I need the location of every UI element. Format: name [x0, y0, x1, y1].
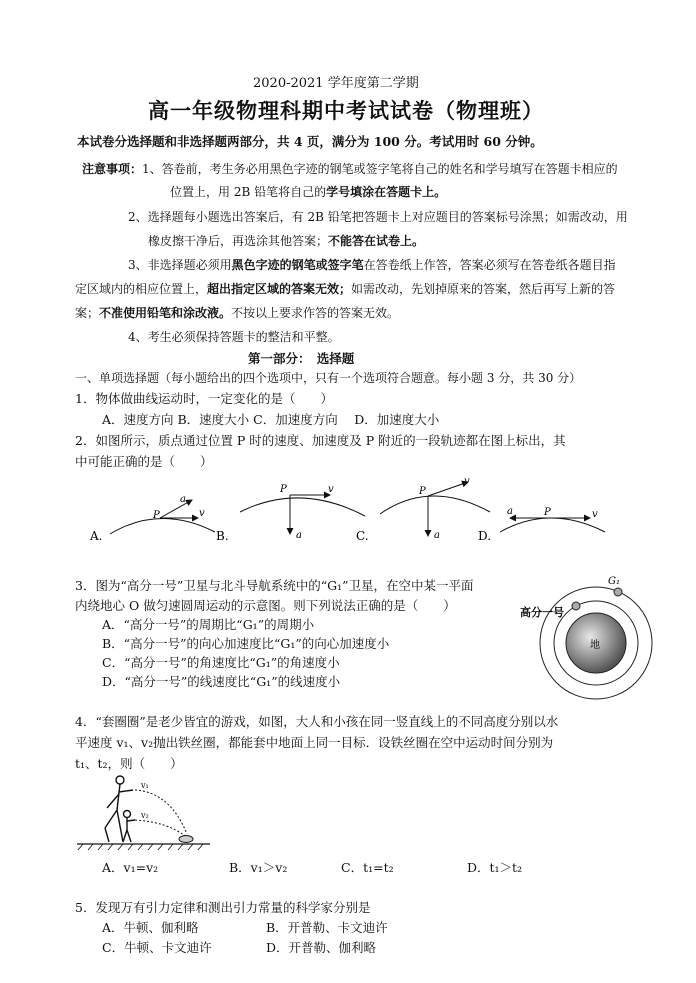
- q3-option-b: B．“高分一号”的向心加速度比“G₁”的向心加速度小: [102, 636, 390, 651]
- q3-stem-line-2: 内绕地心 O 做匀速圆周运动的示意图。则下列说法正确的是（ ）: [75, 598, 456, 613]
- q1-options: A．速度方向 B．速度大小 C．加速度方向 D．加速度大小: [102, 412, 440, 427]
- q3-option-c: C．“高分一号”的角速度比“G₁”的角速度小: [102, 655, 340, 670]
- option-label: D.: [478, 529, 492, 543]
- gaofen-satellite-icon: [572, 602, 580, 610]
- g1-satellite-icon: [614, 588, 622, 596]
- trajectory-curve: [240, 498, 365, 516]
- q4-ring-toss-figure: [75, 770, 215, 855]
- note-3-line-1: 3、非选择题必须用黑色字迹的钢笔或签字笔在答卷纸上作答，答案必须写在答卷纸各题目指: [128, 258, 616, 272]
- child-figure: [123, 811, 135, 843]
- v1-label: v₁: [141, 781, 149, 790]
- acceleration-arrow: [160, 500, 192, 518]
- note-2-line-1: 2、选择题每小题选出答案后，有 2B 铅笔把答题卡上对应题目的答案标号涂黑；如需改动，用: [128, 210, 628, 224]
- q2-stem-line-1: 2．如图所示，质点通过位置 P 时的速度、加速度及 P 附近的一段轨迹都在图上标出，其: [75, 433, 566, 448]
- notes-label: 注意事项：: [82, 162, 143, 176]
- exam-title: 高一年级物理科期中考试试卷（物理班）: [148, 98, 544, 123]
- q5-option-c: C．牛顿、卡文迪许: [102, 940, 212, 955]
- exam-info: 本试卷分选择题和非选择题两部分，共 4 页，满分为 100 分。考试用时 60 分钟。: [77, 134, 543, 149]
- acceleration-label: a: [180, 494, 186, 505]
- acceleration-label: a: [296, 530, 302, 541]
- year-line: 2020-2021 学年度第二学期: [253, 76, 419, 91]
- ground-hatching: [78, 844, 203, 850]
- q4-option-a: A．v₁=v₂: [102, 860, 159, 875]
- q4-option-d: D．t₁＞t₂: [467, 860, 523, 875]
- q3-option-d: D．“高分一号”的线速度比“G₁”的线速度小: [102, 674, 341, 689]
- g1-label: G₁: [608, 576, 620, 587]
- velocity-label: v: [464, 476, 470, 487]
- velocity-arrow: [428, 482, 468, 496]
- note-3-line-2: 定区域内的相应位置上，超出指定区域的答案无效；如需改动，先划掉原来的答案，然后再写上新的答: [75, 282, 616, 296]
- note-3-line-3: 案；不准使用铅笔和涂改液。不按以上要求作答的答案无效。: [75, 306, 400, 320]
- question-type: 一、单项选择题（每小题给出的四个选项中，只有一个选项符合题意。每小题 3 分，共 30 分）: [75, 371, 582, 385]
- point-label: P: [544, 507, 551, 518]
- q1-stem: 1．物体做曲线运动时，一定变化的是（ ）: [75, 391, 333, 406]
- adult-figure: [105, 776, 133, 842]
- point-label: P: [419, 486, 426, 497]
- q3-orbit-figure: [518, 570, 686, 702]
- gaofen-label: 高分一号: [520, 606, 564, 619]
- note-2-line-2: 橡皮擦干净后，再选涂其他答案；不能答在试卷上。: [148, 234, 425, 248]
- point-label: P: [280, 484, 287, 495]
- earth-label: 地: [590, 640, 600, 651]
- q4-stem-line-2: 平速度 v₁、v₂抛出铁丝圈，都能套中地面上同一目标．设铁丝圈在空中运动时间分别为: [75, 735, 554, 750]
- point-label: P: [153, 510, 160, 521]
- part-1-heading: 第一部分： 选择题: [248, 351, 355, 366]
- q5-stem: 5．发现万有引力定律和测出引力常量的科学家分别是: [75, 900, 371, 915]
- note-1-line-1: 注意事项：1、答卷前，考生务必用黑色字迹的钢笔或签字笔将自己的姓名和学号填写在答题卡相应的: [82, 162, 618, 176]
- q5-option-b: B．开普勒、卡文迪许: [266, 920, 388, 935]
- velocity-label: v: [199, 508, 205, 519]
- option-label: B.: [216, 529, 229, 543]
- q4-stem-line-3: t₁、t₂，则（ ）: [75, 756, 183, 771]
- acceleration-label: a: [434, 530, 440, 541]
- note-4: 4、考生必须保持答题卡的整洁和平整。: [128, 330, 340, 344]
- q2-figure: [80, 474, 620, 554]
- q5-option-d: D．开普勒、伽利略: [266, 940, 377, 955]
- v2-trajectory: [135, 820, 185, 836]
- q2-stem-line-2: 中可能正确的是（ ）: [75, 454, 213, 469]
- q4-option-b: B．v₁＞v₂: [229, 860, 288, 875]
- q5-option-a: A．牛顿、伽利略: [102, 920, 199, 935]
- note-1-line-2: 位置上，用 2B 铅笔将自己的学号填涂在答题卡上。: [170, 185, 447, 199]
- velocity-label: v: [592, 509, 598, 520]
- v2-label: v₂: [141, 811, 149, 820]
- q3-stem-line-1: 3．图为“高分一号”卫星与北斗导航系统中的“G₁”卫星，在空中某一平面: [75, 578, 474, 593]
- trajectory-curve: [380, 496, 490, 514]
- acceleration-label: a: [507, 506, 513, 517]
- q2-diagram-b: [216, 484, 365, 543]
- option-label: C.: [356, 529, 369, 543]
- option-label: A.: [90, 529, 103, 543]
- velocity-label: v: [328, 484, 334, 495]
- q2-diagram-c: [356, 476, 490, 543]
- q4-stem-line-1: 4．“套圈圈”是老少皆宜的游戏，如图，大人和小孩在同一竖直线上的不同高度分别以水: [75, 714, 559, 729]
- trajectory-curve: [500, 518, 605, 532]
- q3-option-a: A．“高分一号”的周期比“G₁”的周期小: [102, 617, 315, 632]
- q2-diagram-a: [89, 494, 215, 543]
- target-icon: [179, 836, 193, 843]
- q4-option-c: C．t₁=t₂: [341, 860, 394, 875]
- trajectory-curve: [110, 518, 215, 534]
- q2-diagram-d: [478, 506, 605, 543]
